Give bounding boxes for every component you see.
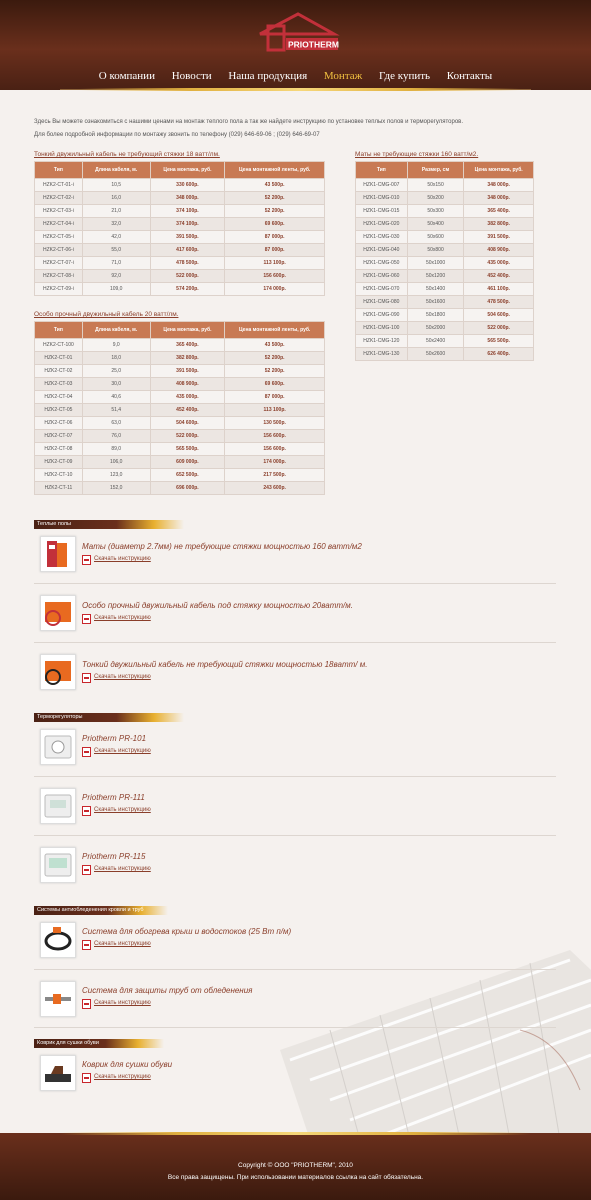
pdf-icon	[82, 555, 91, 565]
table-cell: 522 000р.	[464, 322, 534, 335]
table-row	[35, 404, 325, 417]
download-instruction-roof-heating[interactable]: Скачать инструкцию	[82, 941, 151, 947]
column-header: Цена монтажа, руб.	[150, 322, 225, 339]
table-row	[356, 322, 534, 335]
table-row	[356, 257, 534, 270]
table-cell: 435 000р.	[464, 257, 534, 270]
download-instruction-mats[interactable]: Скачать инструкцию	[82, 556, 151, 562]
table-row	[35, 456, 325, 469]
product-image-pr101[interactable]	[40, 729, 76, 765]
table-cell: HZK2-CT-09-i	[35, 283, 83, 296]
table-cell: 461 100р.	[464, 283, 534, 296]
section-bar-anti-icing: Системы антиобледенения кровли и труб	[34, 906, 168, 915]
intro-line-1: Здесь Вы можете ознакомиться с нашими ценами на монтаж теплого пола а так же найдете инструкцию по установке теплых полов и терморегуляторов.	[34, 119, 464, 125]
download-instruction-pr111[interactable]: Скачать инструкцию	[82, 807, 151, 813]
table-cell: 50x1400	[407, 283, 464, 296]
divider	[34, 969, 556, 970]
table-cell: HZK2-CT-02-i	[35, 192, 83, 205]
table-cell: HZK1-CMG-040	[356, 244, 408, 257]
table-row	[35, 352, 325, 365]
table-row	[35, 482, 325, 495]
table-cell: 87 000р.	[225, 391, 325, 404]
footer-rights: Все права защищены. При использовании материалов ссылка на сайт обязательна.	[167, 1174, 424, 1181]
table-row	[35, 270, 325, 283]
table-cell: 43 500р.	[225, 339, 325, 352]
column-header: Тип	[35, 322, 83, 339]
table-cell: 417 600р.	[150, 244, 225, 257]
table-cell: 626 400р.	[464, 348, 534, 361]
table-cell: 51,4	[82, 404, 150, 417]
table-cell: 50x1800	[407, 309, 464, 322]
table2-title[interactable]: Особо прочный двужильный кабель 20 ватт/лм.	[34, 311, 179, 318]
main-nav	[0, 70, 591, 86]
table-cell: 50x2000	[407, 322, 464, 335]
table-row	[35, 469, 325, 482]
table-cell: 152,0	[82, 482, 150, 495]
pdf-icon	[82, 999, 91, 1009]
table-row	[35, 378, 325, 391]
table-cell: 50x1600	[407, 296, 464, 309]
table-cell: HZK2-CT-06	[35, 417, 83, 430]
product-title-roof-heating[interactable]: Система для обогрева крыш и водостоков (25 Вт п/м)	[82, 927, 292, 936]
download-instruction-pr101[interactable]: Скачать инструкцию	[82, 748, 151, 754]
cable-box-icon	[41, 596, 75, 630]
table-cell: 50x800	[407, 244, 464, 257]
table-cell: 391 500р.	[464, 231, 534, 244]
table-header-row	[35, 322, 325, 339]
table-row	[356, 296, 534, 309]
column-header: Тип	[35, 162, 83, 179]
table-cell: 174 000р.	[225, 456, 325, 469]
table-row	[356, 205, 534, 218]
table-cell: 42,0	[82, 231, 150, 244]
table-cell: 9,0	[82, 339, 150, 352]
table-cell: 391 500р.	[150, 365, 225, 378]
product-title-pipe-protection[interactable]: Система для защиты труб от обледенения	[82, 986, 253, 995]
table-cell: 696 000р.	[150, 482, 225, 495]
table-row	[356, 335, 534, 348]
shoe-mat-icon	[41, 1056, 75, 1090]
table-cell: HZK1-CMG-010	[356, 192, 408, 205]
pdf-icon	[82, 747, 91, 757]
product-title-shoe-dryer[interactable]: Коврик для сушки обуви	[82, 1060, 173, 1069]
pdf-icon	[82, 806, 91, 816]
table-cell: 382 800р.	[150, 352, 225, 365]
column-header: Тип	[356, 162, 408, 179]
heating-mat-illustration	[270, 930, 591, 1140]
column-header: Цена монтажа, руб.	[464, 162, 534, 179]
table-cell: HZK2-CT-07-i	[35, 257, 83, 270]
column-header: Длина кабеля, м.	[82, 162, 150, 179]
column-header: Цена монтажа, руб.	[150, 162, 225, 179]
table-cell: 652 500р.	[150, 469, 225, 482]
product-title-pr101[interactable]: Priotherm PR-101	[82, 734, 147, 743]
download-instruction-pipe-protection[interactable]: Скачать инструкцию	[82, 1000, 151, 1006]
column-header: Цена монтажной ленты, руб.	[225, 322, 325, 339]
download-instruction-shoe-dryer[interactable]: Скачать инструкцию	[82, 1074, 151, 1080]
table-cell: 50x2600	[407, 348, 464, 361]
table-cell: 113 100р.	[225, 257, 325, 270]
table-cell: HZK1-CMG-100	[356, 322, 408, 335]
product-title-thin-cable[interactable]: Тонкий двужильный кабель не требующий стяжки мощностью 18ватт/ м.	[82, 660, 368, 669]
table-cell: HZK1-CMG-050	[356, 257, 408, 270]
table-header-row	[356, 162, 534, 179]
pipe-cable-icon	[41, 982, 75, 1016]
divider	[34, 583, 556, 584]
table-cell: HZK2-CT-02	[35, 365, 83, 378]
table-row	[35, 365, 325, 378]
product-image-pr111[interactable]	[40, 788, 76, 824]
table-cell: HZK1-CMG-130	[356, 348, 408, 361]
table-cell: 156 600р.	[225, 270, 325, 283]
intro-line-2: Для более подробной информации по монтажу звонить по телефону (029) 646-69-06 ; (029) 646-69-07	[34, 132, 320, 138]
table-cell: 348 000р.	[150, 192, 225, 205]
table-row	[356, 348, 534, 361]
table-cell: HZK1-CMG-090	[356, 309, 408, 322]
table-cell: 32,0	[82, 218, 150, 231]
table-cell: 113 100р.	[225, 404, 325, 417]
table-header-row	[35, 162, 325, 179]
table-row	[356, 179, 534, 192]
table-cell: 565 500р.	[464, 335, 534, 348]
table-cell: 89,0	[82, 443, 150, 456]
table-cell: 522 000р.	[150, 270, 225, 283]
table-cell: 408 900р.	[464, 244, 534, 257]
table-cell: HZK1-CMG-020	[356, 218, 408, 231]
table3-title[interactable]: Маты не требующие стяжки 160 ватт/м2.	[355, 151, 479, 158]
table-cell: 109,0	[82, 283, 150, 296]
table-cell: HZK1-CMG-060	[356, 270, 408, 283]
table-row	[356, 218, 534, 231]
table-row	[35, 417, 325, 430]
pdf-icon	[82, 614, 91, 624]
table-cell: 348 000р.	[464, 179, 534, 192]
table-cell: 243 600р.	[225, 482, 325, 495]
table-cell: 382 800р.	[464, 218, 534, 231]
table-cell: 391 500р.	[150, 231, 225, 244]
table-cell: HZK1-CMG-015	[356, 205, 408, 218]
table-cell: HZK2-CT-06-i	[35, 244, 83, 257]
section-bar-shoe-dryer: Коврик для сушки обуви	[34, 1039, 164, 1048]
table-cell: HZK2-CT-09	[35, 456, 83, 469]
mat-box-icon	[41, 537, 75, 571]
table-cell: HZK1-CMG-007	[356, 179, 408, 192]
table-cell: 478 500р.	[150, 257, 225, 270]
download-instruction-pr115[interactable]: Скачать инструкцию	[82, 866, 151, 872]
pdf-icon	[82, 865, 91, 875]
table-row	[35, 257, 325, 270]
table-cell: 365 400р.	[464, 205, 534, 218]
column-header: Цена монтажной ленты, руб.	[225, 162, 325, 179]
table-row	[356, 283, 534, 296]
table-cell: 92,0	[82, 270, 150, 283]
table-cell: 435 000р.	[150, 391, 225, 404]
table-cell: HZK2-CT-100	[35, 339, 83, 352]
product-image-shoe-dryer[interactable]	[40, 1055, 76, 1091]
table-cell: HZK2-CT-11	[35, 482, 83, 495]
table-row	[35, 231, 325, 244]
table-cell: HZK2-CT-05-i	[35, 231, 83, 244]
footer-gold-divider	[60, 1132, 531, 1135]
product-title-mats[interactable]: Маты (диаметр 2.7мм) не требующие стяжки мощностью 160 ватт/м2	[82, 542, 362, 551]
table-cell: 40,6	[82, 391, 150, 404]
table-cell: 76,0	[82, 430, 150, 443]
product-image-strong-cable[interactable]	[40, 595, 76, 631]
nav-about[interactable]: О компании	[98, 70, 155, 82]
price-table-thin-cable	[34, 161, 325, 296]
table-cell: 52 200р.	[225, 205, 325, 218]
table-cell: HZK1-CMG-080	[356, 296, 408, 309]
table-cell: 156 600р.	[225, 443, 325, 456]
table-cell: HZK2-CT-08	[35, 443, 83, 456]
table-cell: 565 500р.	[150, 443, 225, 456]
thermostat-icon	[41, 848, 75, 882]
table-cell: 609 000р.	[150, 456, 225, 469]
table-cell: 50x150	[407, 179, 464, 192]
table-cell: 18,0	[82, 352, 150, 365]
table-cell: HZK2-CT-04	[35, 391, 83, 404]
table-row	[35, 179, 325, 192]
table-cell: 574 200р.	[150, 283, 225, 296]
table-cell: 374 100р.	[150, 205, 225, 218]
table-cell: 30,0	[82, 378, 150, 391]
table-cell: 478 500р.	[464, 296, 534, 309]
table-row	[35, 205, 325, 218]
table-cell: 174 000р.	[225, 283, 325, 296]
column-header: Размер, см	[407, 162, 464, 179]
table-cell: HZK2-CT-10	[35, 469, 83, 482]
table-cell: 69 600р.	[225, 378, 325, 391]
table-row	[356, 309, 534, 322]
table-cell: 374 100р.	[150, 218, 225, 231]
intro-text	[34, 116, 564, 142]
table-cell: 130 500р.	[225, 417, 325, 430]
section-bar-warm-floors: Теплые полы	[34, 520, 184, 529]
table-cell: HZK1-CMG-070	[356, 283, 408, 296]
table-cell: 217 500р.	[225, 469, 325, 482]
pdf-icon	[82, 940, 91, 950]
thermostat-icon	[41, 730, 75, 764]
product-title-pr115[interactable]: Priotherm PR-115	[82, 852, 146, 861]
product-title-pr111[interactable]: Priotherm PR-111	[82, 793, 145, 802]
table-cell: HZK2-CT-01-i	[35, 179, 83, 192]
table-cell: 504 600р.	[150, 417, 225, 430]
table-row	[35, 430, 325, 443]
product-title-strong-cable[interactable]: Особо прочный двужильный кабель под стяжку мощностью 20ватт/м.	[82, 601, 353, 610]
product-image-pipe-protection[interactable]	[40, 981, 76, 1017]
column-header: Длина кабеля, м.	[82, 322, 150, 339]
table-cell: 10,5	[82, 179, 150, 192]
table-cell: 522 000р.	[150, 430, 225, 443]
nav-products[interactable]: Наша продукция	[228, 70, 308, 82]
table-row	[35, 192, 325, 205]
table-cell: HZK2-CT-07	[35, 430, 83, 443]
table-cell: HZK2-CT-08-i	[35, 270, 83, 283]
price-table-strong-cable	[34, 321, 325, 495]
nav-news[interactable]: Новости	[171, 70, 212, 82]
table-cell: 348 000р.	[464, 192, 534, 205]
table-cell: 87 000р.	[225, 244, 325, 257]
table-cell: HZK2-CT-05	[35, 404, 83, 417]
divider	[34, 835, 556, 836]
divider	[34, 776, 556, 777]
table-cell: 106,0	[82, 456, 150, 469]
table-cell: HZK2-CT-03	[35, 378, 83, 391]
table-cell: 69 600р.	[225, 218, 325, 231]
table-cell: 25,0	[82, 365, 150, 378]
table-row	[35, 283, 325, 296]
table-row	[35, 391, 325, 404]
table-cell: 365 400р.	[150, 339, 225, 352]
table-cell: HZK2-CT-03-i	[35, 205, 83, 218]
table-row	[356, 231, 534, 244]
table-cell: 50x600	[407, 231, 464, 244]
cable-coil-icon	[41, 923, 75, 957]
product-image-roof-heating[interactable]	[40, 922, 76, 958]
table-cell: 52 200р.	[225, 352, 325, 365]
table-row	[35, 443, 325, 456]
table-cell: 16,0	[82, 192, 150, 205]
table-cell: 50x1000	[407, 257, 464, 270]
nav-installation[interactable]: Монтаж	[323, 70, 363, 82]
table-cell: 71,0	[82, 257, 150, 270]
table-cell: 50x2400	[407, 335, 464, 348]
table-cell: 21,0	[82, 205, 150, 218]
table-cell: 156 600р.	[225, 430, 325, 443]
table-cell: HZK1-CMG-030	[356, 231, 408, 244]
product-image-pr115[interactable]	[40, 847, 76, 883]
footer-copyright: Copyright © ООО "PRIOTHERM", 2010	[238, 1162, 353, 1169]
nav-contacts[interactable]: Контакты	[446, 70, 493, 82]
table-cell: 50x300	[407, 205, 464, 218]
svg-text:PRIOTHERM: PRIOTHERM	[288, 39, 339, 50]
pdf-icon	[82, 673, 91, 683]
cable-box-icon	[41, 655, 75, 689]
table-cell: HZK2-CT-01	[35, 352, 83, 365]
table-row	[356, 192, 534, 205]
pdf-icon	[82, 1073, 91, 1083]
table-cell: 52 200р.	[225, 192, 325, 205]
header-gold-divider	[80, 88, 520, 91]
table-cell: 87 000р.	[225, 231, 325, 244]
table-cell: 452 400р.	[464, 270, 534, 283]
nav-where-to-buy[interactable]: Где купить	[379, 70, 431, 82]
table-cell: 452 400р.	[150, 404, 225, 417]
download-instruction-strong-cable[interactable]: Скачать инструкцию	[82, 615, 151, 621]
table-cell: 52 200р.	[225, 365, 325, 378]
table1-title[interactable]: Тонкий двужильный кабель не требующий стяжки 18 ватт/лм.	[34, 151, 220, 158]
table-row	[35, 218, 325, 231]
product-image-thin-cable[interactable]	[40, 654, 76, 690]
table-cell: 55,0	[82, 244, 150, 257]
table-cell: 123,0	[82, 469, 150, 482]
table-cell: HZK2-CT-04-i	[35, 218, 83, 231]
table-row	[35, 244, 325, 257]
table-cell: 504 600р.	[464, 309, 534, 322]
table-cell: 330 600р.	[150, 179, 225, 192]
divider	[34, 1027, 556, 1028]
table-row	[356, 244, 534, 257]
table-cell: 43 500р.	[225, 179, 325, 192]
table-cell: 50x1200	[407, 270, 464, 283]
price-table-mats	[355, 161, 534, 361]
product-image-mats[interactable]	[40, 536, 76, 572]
divider	[34, 642, 556, 643]
table-cell: 50x200	[407, 192, 464, 205]
table-row	[356, 270, 534, 283]
table-row	[35, 339, 325, 352]
download-instruction-thin-cable[interactable]: Скачать инструкцию	[82, 674, 151, 680]
priotherm-logo[interactable]	[254, 12, 340, 60]
section-bar-thermostats: Терморегуляторы	[34, 713, 184, 722]
table-cell: 408 900р.	[150, 378, 225, 391]
table-cell: 50x400	[407, 218, 464, 231]
table-cell: 63,0	[82, 417, 150, 430]
table-cell: HZK1-CMG-120	[356, 335, 408, 348]
thermostat-icon	[41, 789, 75, 823]
